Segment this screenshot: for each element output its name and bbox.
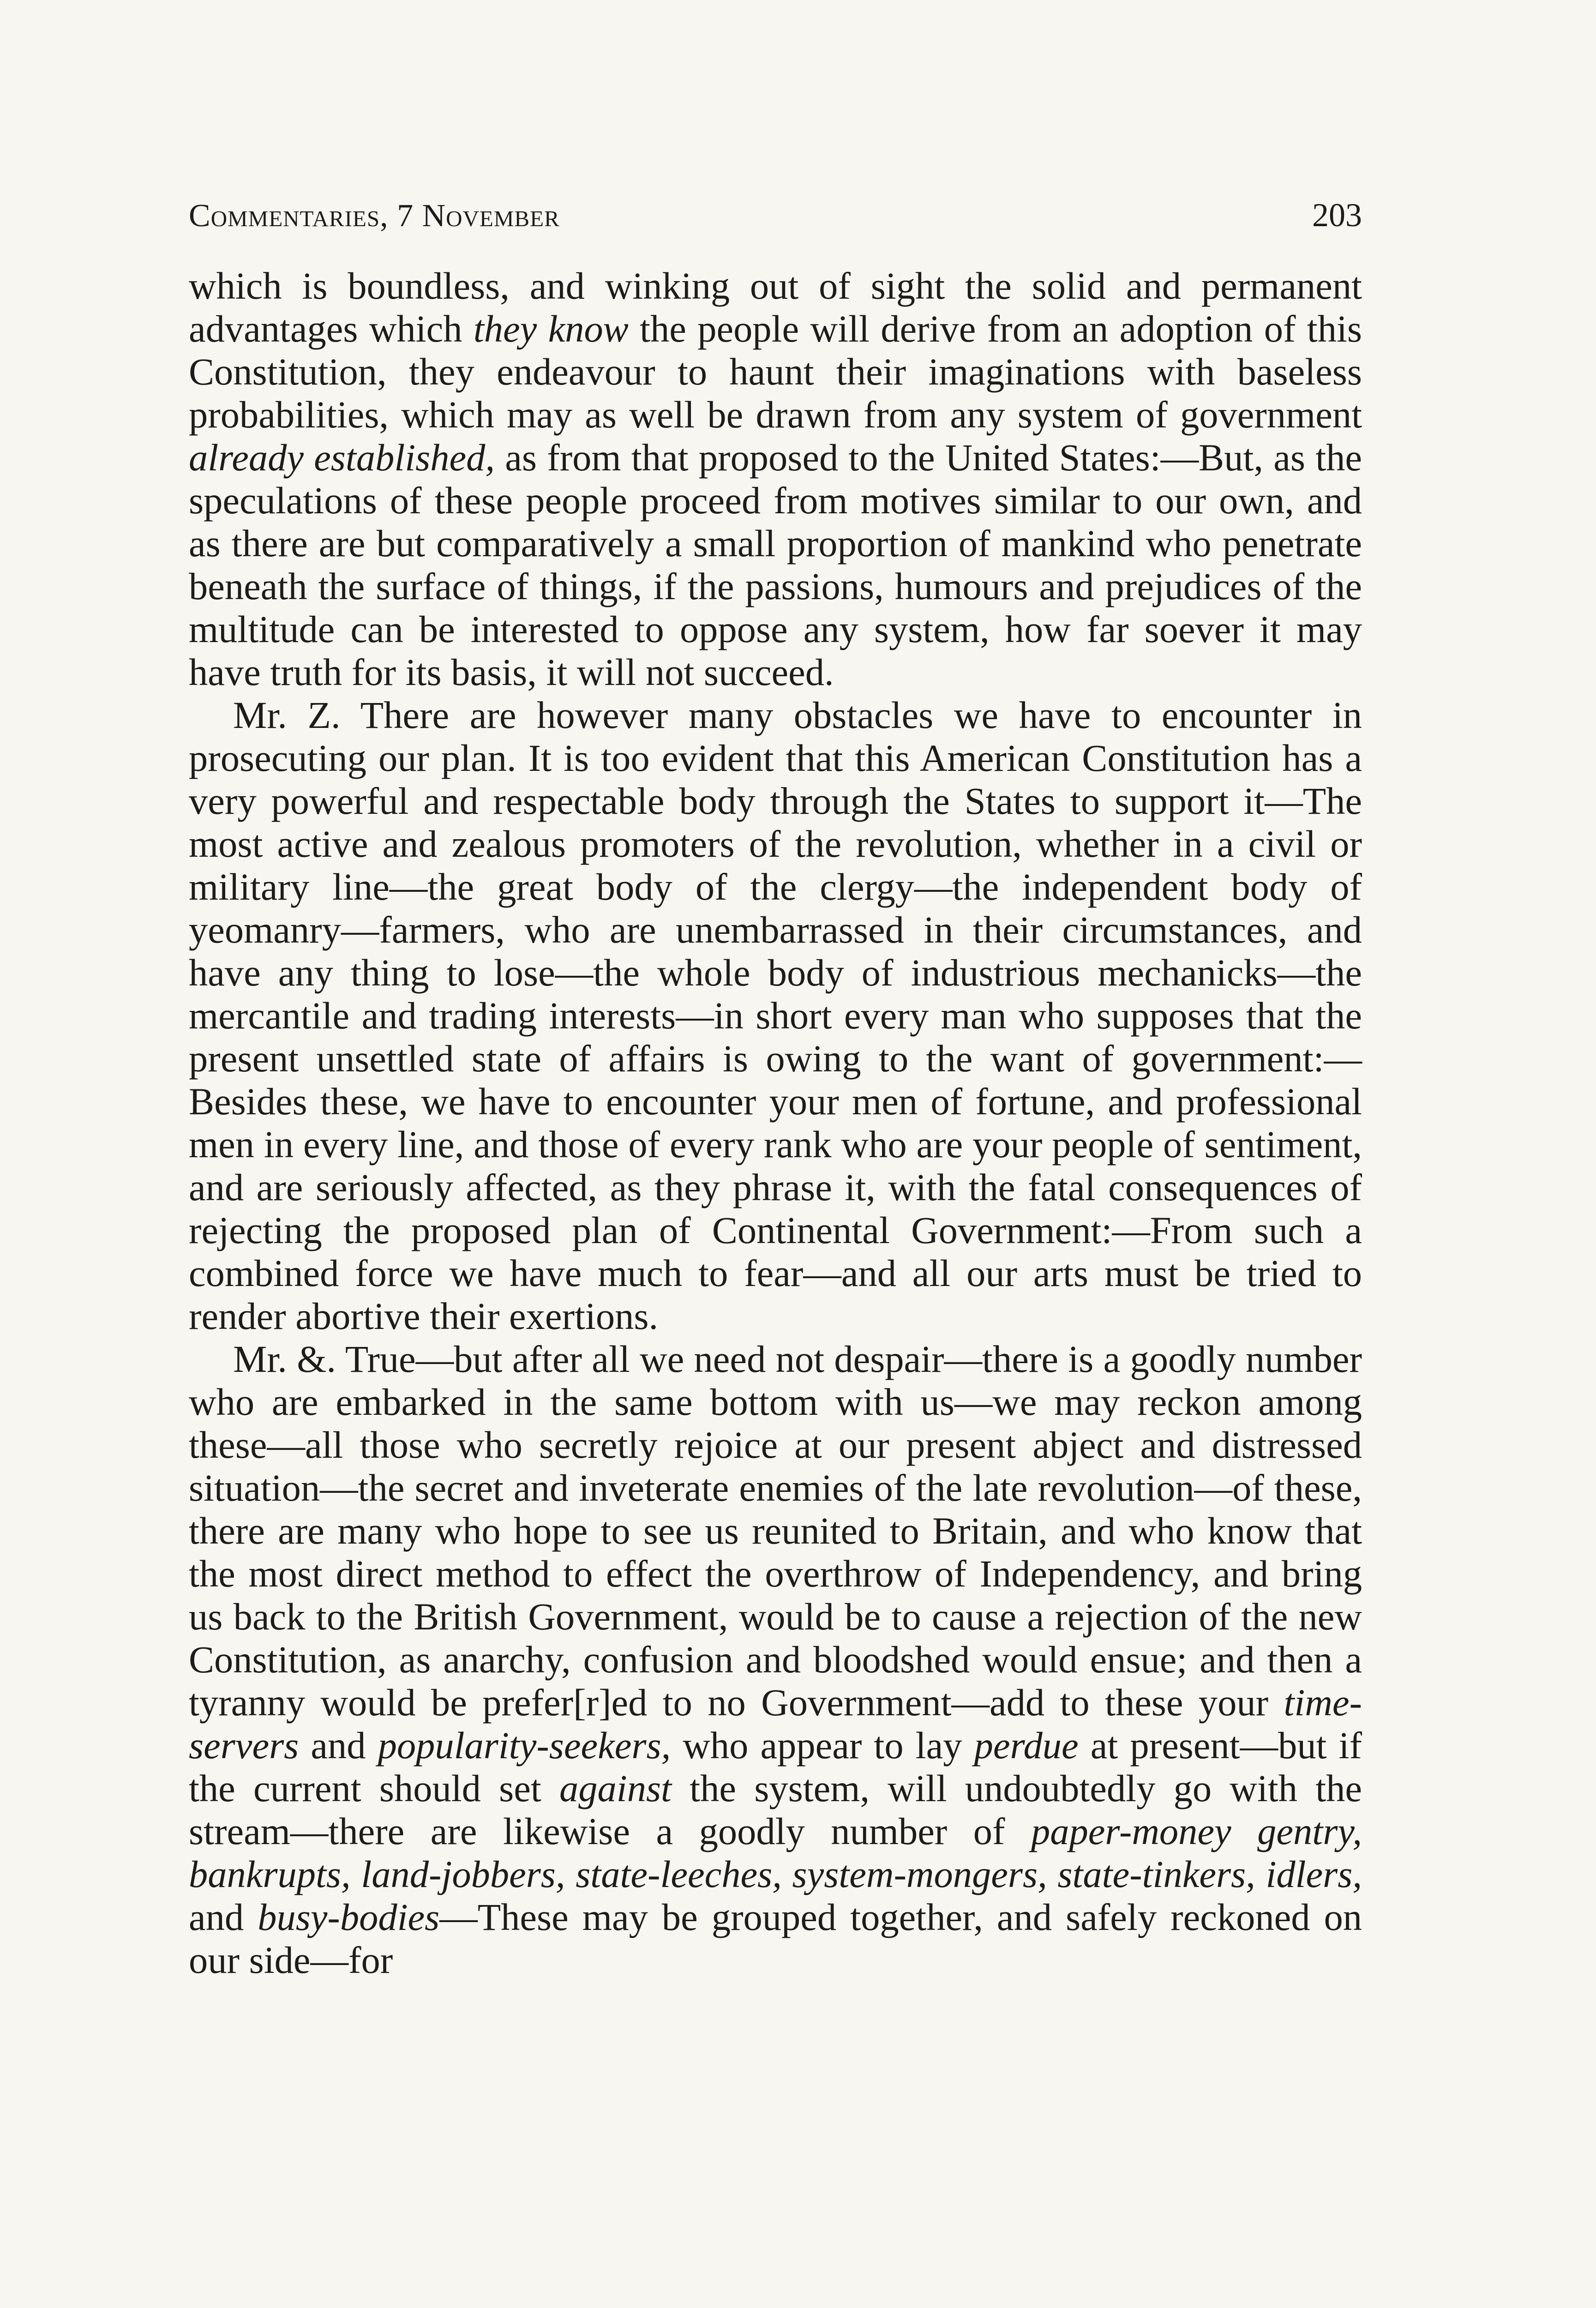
paragraph <box>189 264 1362 694</box>
italic-run: perdue <box>974 1724 1079 1767</box>
text-run: and <box>189 1896 258 1938</box>
page-number: 203 <box>1312 197 1362 234</box>
text-run: —These may be grouped together, and safely reckoned on our side—for <box>189 1896 1362 1981</box>
running-head <box>189 198 1362 232</box>
italic-run: already established, <box>189 436 495 479</box>
text-run: as from that proposed to the United States:—But, as the speculations of these people proceed from motives similar to our own, and as there are but comparatively a small proportion of mankind who penetrate beneath the surface of things, if the passions, humours and prejudices of the multitude can be interested to oppose any system, how far soever it may have truth for its basis, it will not succeed. <box>189 436 1362 693</box>
text-run: and <box>299 1724 378 1767</box>
text-run: Mr. &. True—but after all we need not despair—there is a goodly number who are embarked in the same bottom with us—we may reckon among these—all those who secretly rejoice at our present abject and distressed situation—the secret and inveterate enemies of the late revolution—of these, there are many who hope to see us reunited to Britain, and who know that the most direct method to effect the overthrow of Independency, and bring us back to the British Government, would be to cause a rejection of the new Constitution, as anarchy, confusion and bloodshed would ensue; and then a tyranny would be prefer[r]ed to no Government—add to these your <box>189 1338 1362 1724</box>
text-run: Mr. Z. There are however many obstacles we have to encounter in prosecuting our plan. It is too evident that this American Constitution has a very powerful and respectable body through the States to support it—The most active and zealous promoters of the revolution, whether in a civil or military line—the great body of the clergy—the independent body of yeomanry—farmers, who are unembarrassed in their circumstances, and have any thing to lose—the whole body of industrious mechanicks—the mercantile and trading interests—in short every man who supposes that the present unsettled state of affairs is owing to the want of government:—Besides these, we have to encounter your men of fortune, and professional men in every line, and those of every rank who are your people of sentiment, and are seriously affected, as they phrase it, with the fatal consequences of rejecting the proposed plan of Continental Government:—From such a combined force we have much to fear—and all our arts must be tried to render abortive their exertions. <box>189 694 1362 1337</box>
italic-run: popularity-seekers, <box>378 1724 671 1767</box>
text-run: at present—but if the current should set <box>189 1724 1362 1809</box>
text-run: the system, will undoubtedly go with the stream—there are likewise a goodly number of <box>189 1767 1362 1852</box>
paragraph <box>189 694 1362 1338</box>
italic-run: time-servers <box>189 1681 1362 1767</box>
running-head-title: Commentaries, 7 November <box>189 198 560 234</box>
text-run: who appear to lay <box>671 1724 974 1767</box>
book-page <box>189 198 1362 1982</box>
italic-run: paper-money gentry, bankrupts, land-jobbers, state-leeches, system-mongers, state-tinkers, idlers, <box>189 1810 1362 1895</box>
paragraph <box>189 1338 1362 1982</box>
italic-run: they know <box>473 307 629 350</box>
text-run: which is boundless, and winking out of sight the solid and permanent advantages which <box>189 264 1362 350</box>
body-text <box>189 264 1362 1982</box>
italic-run: busy-bodies <box>258 1896 440 1938</box>
italic-run: against <box>559 1767 672 1809</box>
text-run: the people will derive from an adoption of this Constitution, they endeavour to haunt their imaginations with baseless probabilities, which may as well be drawn from any system of government <box>189 307 1362 436</box>
